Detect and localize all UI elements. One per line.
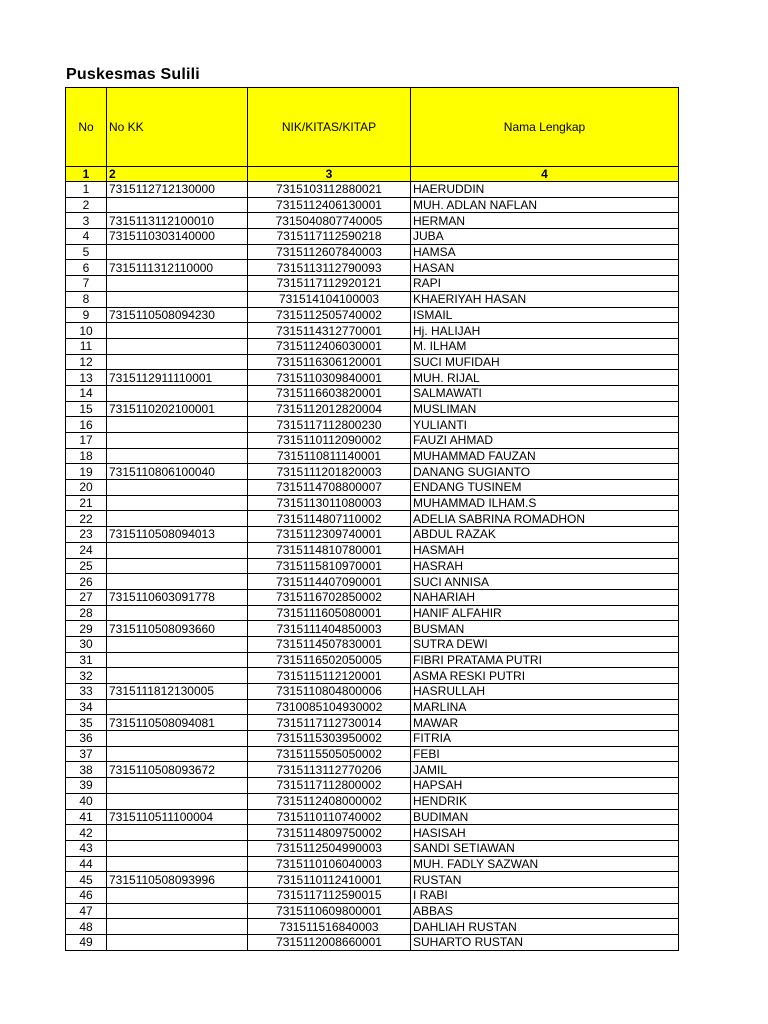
cell-nik: 7315110110740002 — [248, 809, 411, 825]
cell-no: 16 — [66, 417, 107, 433]
cell-nama: HASMAH — [411, 542, 679, 558]
cell-no: 42 — [66, 825, 107, 841]
cell-nama: ABBAS — [411, 903, 679, 919]
column-header-nama: Nama Lengkap — [411, 88, 679, 167]
cell-nik: 7315110112090002 — [248, 433, 411, 449]
column-header-no-kk: No KK — [107, 88, 248, 167]
cell-nama: KHAERIYAH HASAN — [411, 291, 679, 307]
cell-no-kk — [107, 778, 248, 794]
cell-no-kk — [107, 511, 248, 527]
column-index-cell: 2 — [107, 167, 248, 182]
cell-nik: 7315112504990003 — [248, 840, 411, 856]
table-row — [66, 276, 679, 292]
cell-no-kk — [107, 558, 248, 574]
table-row — [66, 229, 679, 245]
column-index-cell: 1 — [66, 167, 107, 182]
table-row — [66, 621, 679, 637]
table-row — [66, 903, 679, 919]
cell-no-kk — [107, 840, 248, 856]
table-row — [66, 887, 679, 903]
cell-nik: 7315110309840001 — [248, 370, 411, 386]
cell-no: 15 — [66, 401, 107, 417]
column-index-cell: 4 — [411, 167, 679, 182]
cell-nama: SUCI MUFIDAH — [411, 354, 679, 370]
cell-nama: HAERUDDIN — [411, 182, 679, 198]
cell-no: 20 — [66, 480, 107, 496]
table-row — [66, 370, 679, 386]
cell-no-kk — [107, 636, 248, 652]
cell-no-kk: 7315110508094013 — [107, 527, 248, 543]
cell-no-kk — [107, 652, 248, 668]
cell-no: 14 — [66, 385, 107, 401]
cell-no-kk — [107, 448, 248, 464]
cell-no: 18 — [66, 448, 107, 464]
cell-no: 37 — [66, 746, 107, 762]
cell-no: 39 — [66, 778, 107, 794]
cell-nik: 7315114407090001 — [248, 574, 411, 590]
cell-nama: JUBA — [411, 229, 679, 245]
table-row — [66, 213, 679, 229]
cell-no-kk — [107, 825, 248, 841]
cell-nik: 7315111605080001 — [248, 605, 411, 621]
column-header-nik: NIK/KITAS/KITAP — [248, 88, 411, 167]
cell-no: 12 — [66, 354, 107, 370]
table-row — [66, 762, 679, 778]
cell-nama: YULIANTI — [411, 417, 679, 433]
cell-no-kk — [107, 291, 248, 307]
cell-no: 28 — [66, 605, 107, 621]
cell-nama: RUSTAN — [411, 872, 679, 888]
cell-no: 23 — [66, 527, 107, 543]
cell-nik: 7315112408000002 — [248, 793, 411, 809]
cell-no: 38 — [66, 762, 107, 778]
cell-nama: HASAN — [411, 260, 679, 276]
cell-no-kk — [107, 935, 248, 951]
cell-no: 36 — [66, 731, 107, 747]
cell-no: 22 — [66, 511, 107, 527]
cell-nama: Hj. HALIJAH — [411, 323, 679, 339]
cell-nik: 7315110112410001 — [248, 872, 411, 888]
cell-no-kk — [107, 793, 248, 809]
cell-nik: 7315115303950002 — [248, 731, 411, 747]
cell-nik: 7315113112790093 — [248, 260, 411, 276]
cell-no: 17 — [66, 433, 107, 449]
cell-nama: MAWAR — [411, 715, 679, 731]
cell-no-kk — [107, 244, 248, 260]
table-row — [66, 542, 679, 558]
table-row — [66, 354, 679, 370]
cell-no: 13 — [66, 370, 107, 386]
cell-no-kk — [107, 495, 248, 511]
cell-nik: 7315114810780001 — [248, 542, 411, 558]
cell-no: 21 — [66, 495, 107, 511]
cell-no: 31 — [66, 652, 107, 668]
cell-no-kk: 7315110508093660 — [107, 621, 248, 637]
column-index-row — [66, 167, 679, 182]
cell-no-kk: 7315111812130005 — [107, 684, 248, 700]
cell-nik: 7315112309740001 — [248, 527, 411, 543]
cell-no-kk: 7315110508093672 — [107, 762, 248, 778]
cell-nik: 7315112008660001 — [248, 935, 411, 951]
cell-no: 7 — [66, 276, 107, 292]
cell-nama: MUH. RIJAL — [411, 370, 679, 386]
cell-nama: DANANG SUGIANTO — [411, 464, 679, 480]
cell-no-kk — [107, 480, 248, 496]
cell-nama: ABDUL RAZAK — [411, 527, 679, 543]
table-row — [66, 731, 679, 747]
cell-nik: 7315117112730014 — [248, 715, 411, 731]
cell-nik: 7315114507830001 — [248, 636, 411, 652]
cell-no: 8 — [66, 291, 107, 307]
cell-nama: SANDI SETIAWAN — [411, 840, 679, 856]
cell-no: 26 — [66, 574, 107, 590]
table-row — [66, 856, 679, 872]
cell-no: 5 — [66, 244, 107, 260]
cell-nik: 731514104100003 — [248, 291, 411, 307]
table-row — [66, 825, 679, 841]
table-row — [66, 605, 679, 621]
cell-nik: 7315115810970001 — [248, 558, 411, 574]
cell-nama: HASISAH — [411, 825, 679, 841]
cell-nik: 7315114809750002 — [248, 825, 411, 841]
cell-nama: RAPI — [411, 276, 679, 292]
cell-nama: ENDANG TUSINEM — [411, 480, 679, 496]
cell-no-kk — [107, 887, 248, 903]
table-row — [66, 495, 679, 511]
table-body — [66, 182, 679, 951]
table-row — [66, 919, 679, 935]
cell-nik: 7315103112880021 — [248, 182, 411, 198]
table-row — [66, 307, 679, 323]
table-row — [66, 527, 679, 543]
table-row — [66, 935, 679, 951]
table-row — [66, 652, 679, 668]
cell-nama: HASRULLAH — [411, 684, 679, 700]
cell-no-kk: 7315110508094230 — [107, 307, 248, 323]
column-header-no: No — [66, 88, 107, 167]
cell-nik: 7315112505740002 — [248, 307, 411, 323]
cell-nama: MUH. FADLY SAZWAN — [411, 856, 679, 872]
cell-nama: MUSLIMAN — [411, 401, 679, 417]
table-row — [66, 684, 679, 700]
cell-nik: 7315113011080003 — [248, 495, 411, 511]
cell-nik: 7315117112800230 — [248, 417, 411, 433]
cell-nama: I RABI — [411, 887, 679, 903]
table-row — [66, 715, 679, 731]
cell-no-kk — [107, 338, 248, 354]
data-table — [65, 87, 679, 951]
table-row — [66, 574, 679, 590]
cell-no: 19 — [66, 464, 107, 480]
cell-no: 29 — [66, 621, 107, 637]
table-row — [66, 464, 679, 480]
table-row — [66, 511, 679, 527]
cell-no-kk: 7315110508093996 — [107, 872, 248, 888]
table-row — [66, 385, 679, 401]
cell-nama: NAHARIAH — [411, 589, 679, 605]
cell-no-kk: 7315113112100010 — [107, 213, 248, 229]
cell-nama: SUTRA DEWI — [411, 636, 679, 652]
cell-no: 41 — [66, 809, 107, 825]
cell-no: 40 — [66, 793, 107, 809]
table-row — [66, 323, 679, 339]
cell-no: 33 — [66, 684, 107, 700]
table-row — [66, 338, 679, 354]
cell-nama: FAUZI AHMAD — [411, 433, 679, 449]
cell-nama: MUHAMMAD FAUZAN — [411, 448, 679, 464]
cell-no-kk — [107, 699, 248, 715]
cell-nama: JAMIL — [411, 762, 679, 778]
cell-nik: 7315110811140001 — [248, 448, 411, 464]
cell-nama: HERMAN — [411, 213, 679, 229]
cell-nik: 7315114708800007 — [248, 480, 411, 496]
cell-no-kk — [107, 731, 248, 747]
cell-no: 47 — [66, 903, 107, 919]
cell-no: 24 — [66, 542, 107, 558]
cell-nama: SALMAWATI — [411, 385, 679, 401]
cell-no-kk: 7315110303140000 — [107, 229, 248, 245]
cell-no-kk: 7315112911110001 — [107, 370, 248, 386]
table-row — [66, 291, 679, 307]
cell-nik: 7315117112800002 — [248, 778, 411, 794]
cell-nama: HENDRIK — [411, 793, 679, 809]
cell-no-kk — [107, 856, 248, 872]
cell-nik: 7315117112590218 — [248, 229, 411, 245]
cell-nik: 731511516840003 — [248, 919, 411, 935]
cell-nik: 7315110609800001 — [248, 903, 411, 919]
table-row — [66, 778, 679, 794]
cell-nik: 7315110106040003 — [248, 856, 411, 872]
cell-nik: 7315115112120001 — [248, 668, 411, 684]
cell-no-kk — [107, 417, 248, 433]
cell-nama: M. ILHAM — [411, 338, 679, 354]
table-row — [66, 433, 679, 449]
cell-no: 3 — [66, 213, 107, 229]
cell-nik: 7315116306120001 — [248, 354, 411, 370]
cell-nik: 7315112012820004 — [248, 401, 411, 417]
cell-no-kk — [107, 668, 248, 684]
table-row — [66, 480, 679, 496]
table-row — [66, 558, 679, 574]
cell-nama: HANIF ALFAHIR — [411, 605, 679, 621]
cell-no-kk — [107, 903, 248, 919]
cell-nik: 7315112607840003 — [248, 244, 411, 260]
cell-no: 1 — [66, 182, 107, 198]
cell-no: 11 — [66, 338, 107, 354]
table-header-row — [66, 88, 679, 167]
table-row — [66, 840, 679, 856]
cell-no: 35 — [66, 715, 107, 731]
cell-no-kk — [107, 605, 248, 621]
cell-nama: MARLINA — [411, 699, 679, 715]
cell-no-kk — [107, 323, 248, 339]
cell-nama: FITRIA — [411, 731, 679, 747]
cell-nama: ISMAIL — [411, 307, 679, 323]
cell-nik: 7310085104930002 — [248, 699, 411, 715]
cell-no-kk — [107, 354, 248, 370]
table-row — [66, 244, 679, 260]
table-row — [66, 182, 679, 198]
cell-no: 25 — [66, 558, 107, 574]
cell-no-kk — [107, 746, 248, 762]
cell-no-kk — [107, 433, 248, 449]
cell-nama: BUDIMAN — [411, 809, 679, 825]
cell-no-kk — [107, 197, 248, 213]
cell-nama: HASRAH — [411, 558, 679, 574]
cell-no: 9 — [66, 307, 107, 323]
table-row — [66, 589, 679, 605]
cell-nik: 7315116702850002 — [248, 589, 411, 605]
cell-nama: FEBI — [411, 746, 679, 762]
cell-nama: SUHARTO RUSTAN — [411, 935, 679, 951]
cell-no-kk — [107, 385, 248, 401]
cell-no-kk: 7315110202100001 — [107, 401, 248, 417]
cell-nama: MUHAMMAD ILHAM.S — [411, 495, 679, 511]
cell-nik: 7315112406130001 — [248, 197, 411, 213]
cell-nik: 7315115505050002 — [248, 746, 411, 762]
cell-no-kk: 7315110603091778 — [107, 589, 248, 605]
cell-no: 30 — [66, 636, 107, 652]
cell-no-kk — [107, 574, 248, 590]
cell-no-kk: 7315110508094081 — [107, 715, 248, 731]
cell-no: 46 — [66, 887, 107, 903]
cell-no: 48 — [66, 919, 107, 935]
cell-nik: 7315114807110002 — [248, 511, 411, 527]
cell-nik: 7315116502050005 — [248, 652, 411, 668]
cell-nik: 7315113112770206 — [248, 762, 411, 778]
table-row — [66, 636, 679, 652]
column-index-cell: 3 — [248, 167, 411, 182]
cell-no-kk: 7315111312110000 — [107, 260, 248, 276]
cell-nik: 7315111404850003 — [248, 621, 411, 637]
table-row — [66, 448, 679, 464]
cell-no-kk — [107, 276, 248, 292]
cell-no: 43 — [66, 840, 107, 856]
table-row — [66, 668, 679, 684]
cell-nama: ADELIA SABRINA ROMADHON — [411, 511, 679, 527]
cell-nik: 7315114312770001 — [248, 323, 411, 339]
table-row — [66, 793, 679, 809]
cell-no: 34 — [66, 699, 107, 715]
cell-nik: 7315117112920121 — [248, 276, 411, 292]
cell-no: 27 — [66, 589, 107, 605]
cell-nama: BUSMAN — [411, 621, 679, 637]
cell-no: 6 — [66, 260, 107, 276]
cell-nik: 7315117112590015 — [248, 887, 411, 903]
table-row — [66, 809, 679, 825]
table-row — [66, 699, 679, 715]
table-row — [66, 746, 679, 762]
cell-no: 2 — [66, 197, 107, 213]
cell-nama: SUCI ANNISA — [411, 574, 679, 590]
cell-no: 44 — [66, 856, 107, 872]
table-row — [66, 260, 679, 276]
cell-no-kk: 7315110511100004 — [107, 809, 248, 825]
cell-nama: DAHLIAH RUSTAN — [411, 919, 679, 935]
cell-no-kk — [107, 919, 248, 935]
cell-no-kk: 7315110806100040 — [107, 464, 248, 480]
cell-no: 49 — [66, 935, 107, 951]
table-row — [66, 417, 679, 433]
cell-no: 10 — [66, 323, 107, 339]
cell-nik: 7315112406030001 — [248, 338, 411, 354]
cell-nama: HAMSA — [411, 244, 679, 260]
cell-nik: 7315040807740005 — [248, 213, 411, 229]
cell-nik: 7315110804800006 — [248, 684, 411, 700]
cell-no-kk: 7315112712130000 — [107, 182, 248, 198]
table-row — [66, 401, 679, 417]
cell-nama: ASMA RESKI PUTRI — [411, 668, 679, 684]
cell-nik: 7315111201820003 — [248, 464, 411, 480]
cell-no: 32 — [66, 668, 107, 684]
page-title: Puskesmas Sulili — [66, 66, 200, 83]
cell-no: 4 — [66, 229, 107, 245]
table-row — [66, 197, 679, 213]
table-row — [66, 872, 679, 888]
cell-no: 45 — [66, 872, 107, 888]
cell-nama: FIBRI PRATAMA PUTRI — [411, 652, 679, 668]
cell-nama: HAPSAH — [411, 778, 679, 794]
cell-nik: 7315116603820001 — [248, 385, 411, 401]
cell-no-kk — [107, 542, 248, 558]
cell-nama: MUH. ADLAN NAFLAN — [411, 197, 679, 213]
